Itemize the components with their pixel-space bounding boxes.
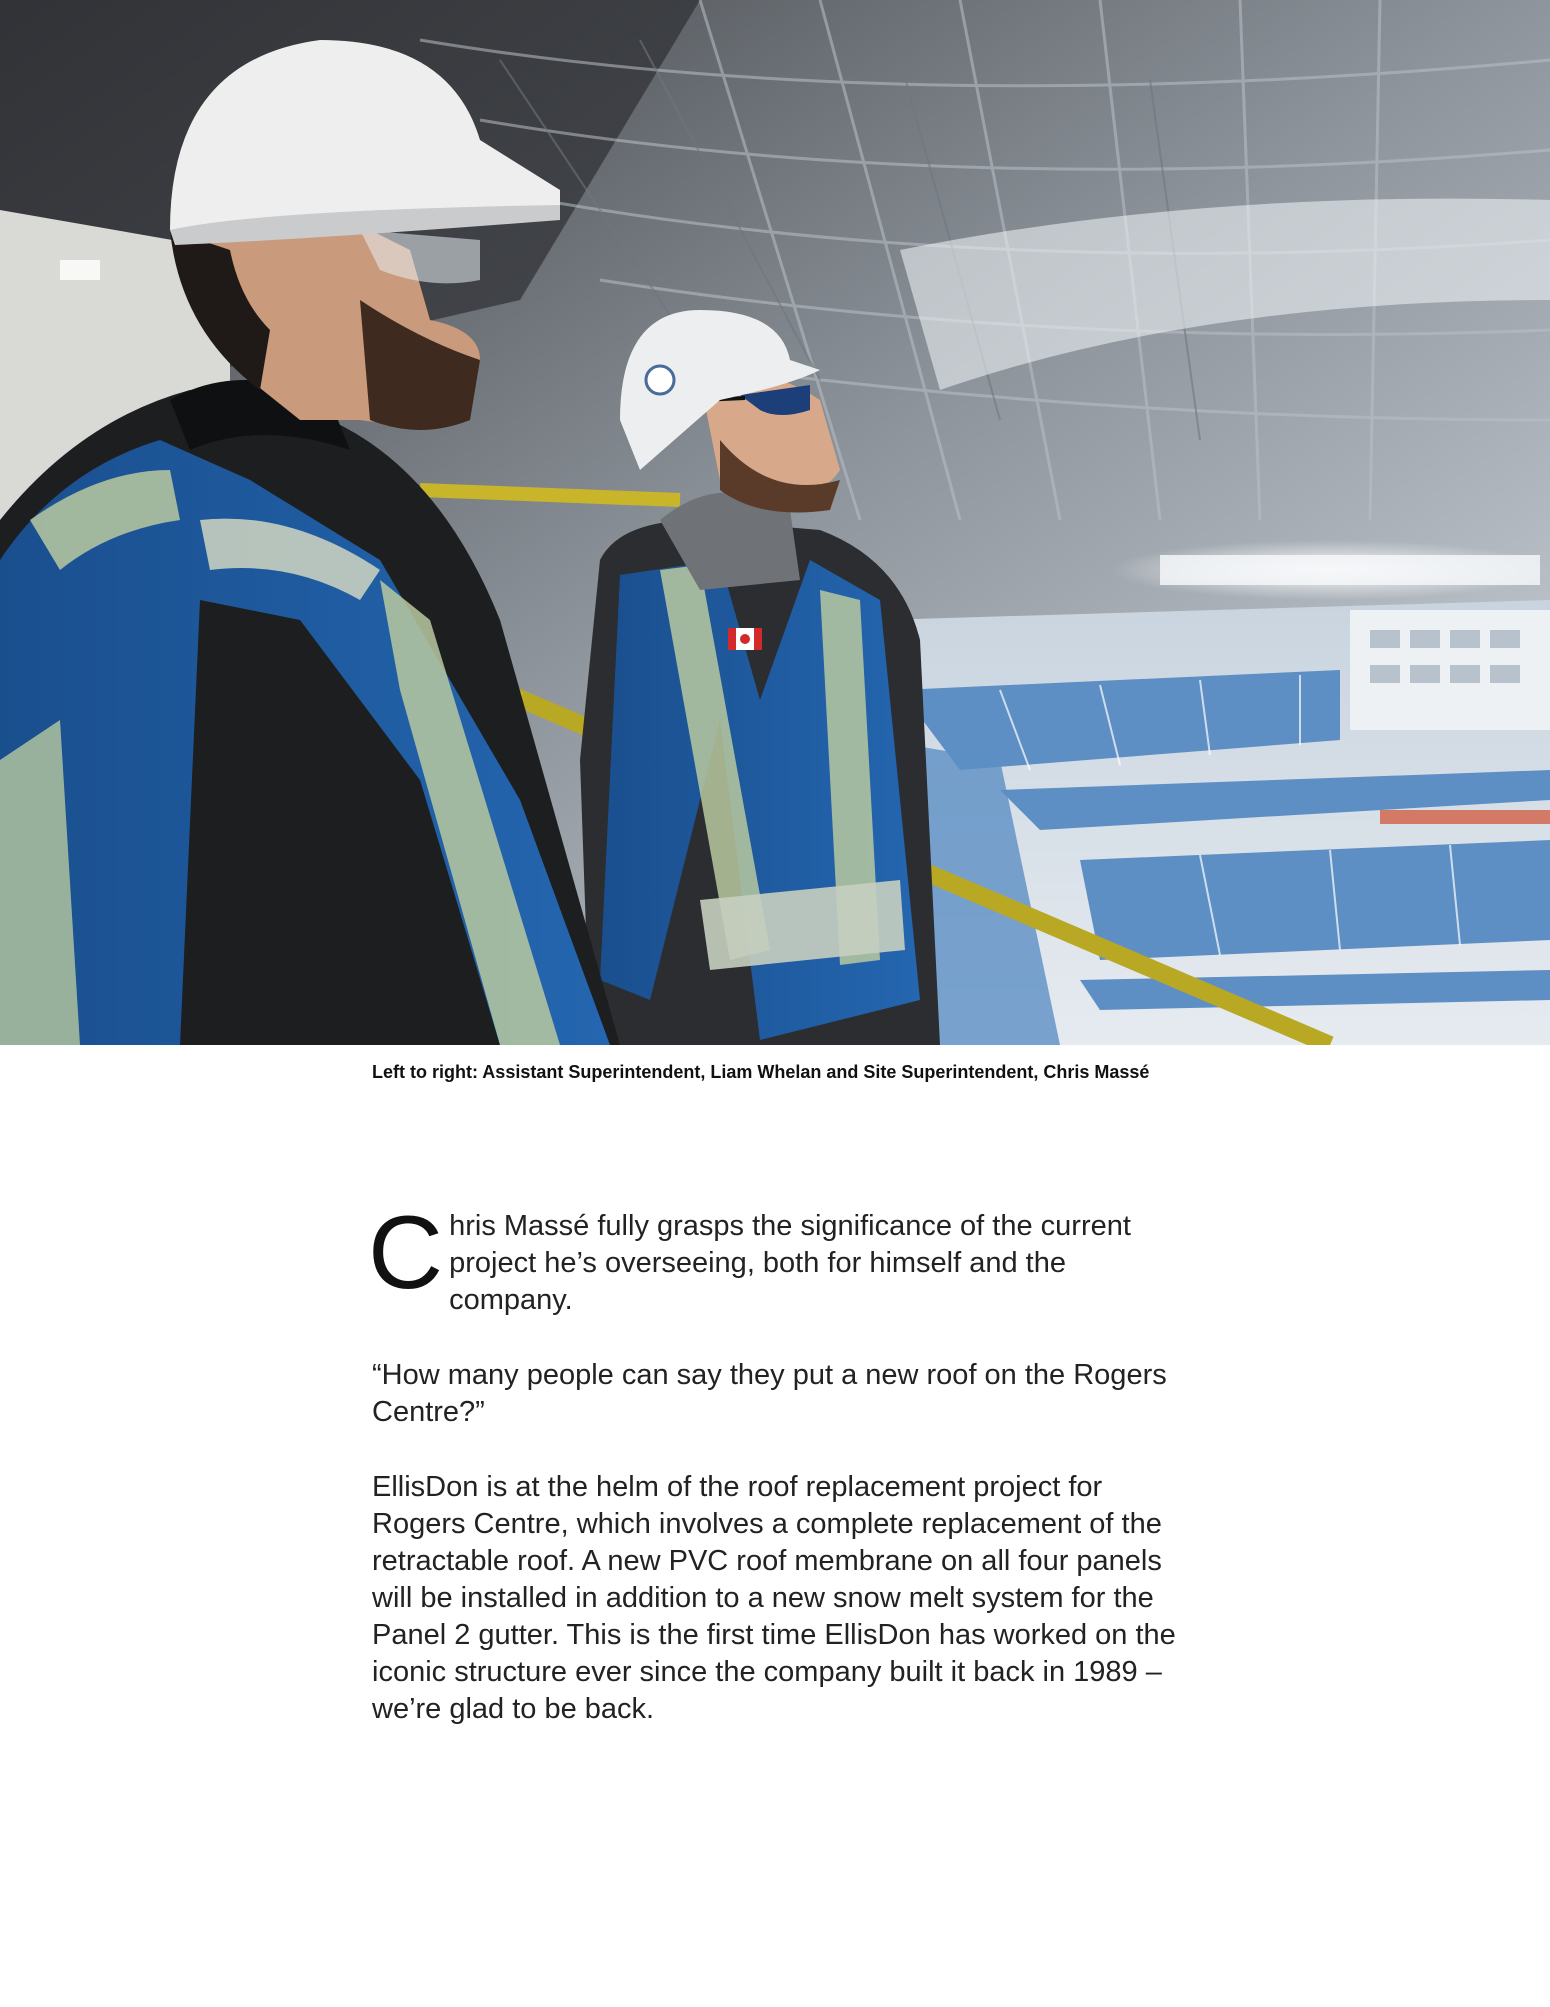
lead-paragraph bbox=[368, 1195, 1192, 1319]
lead-text: hris Massé fully grasps the significance of the current project he’s overseeing, both for himself and the company. bbox=[449, 1210, 1131, 1316]
drop-cap: C bbox=[368, 1195, 444, 1311]
article-body bbox=[368, 1195, 1192, 1766]
photo-caption: Left to right: Assistant Superintendent, Liam Whelan and Site Superintendent, Chris Massé bbox=[372, 1062, 1150, 1082]
body-paragraph: EllisDon is at the helm of the roof replacement project for Rogers Centre, which involves a complete replacement of the retractable roof. A new PVC roof membrane on all four panels will be installed in addition to a new snow melt system for the Panel 2 gutter. This is the first time EllisDon has worked on the iconic structure ever since the company built it back in 1989 – we’re glad to be back. bbox=[372, 1471, 1176, 1725]
quote-paragraph: “How many people can say they put a new roof on the Rogers Centre?” bbox=[372, 1359, 1167, 1428]
